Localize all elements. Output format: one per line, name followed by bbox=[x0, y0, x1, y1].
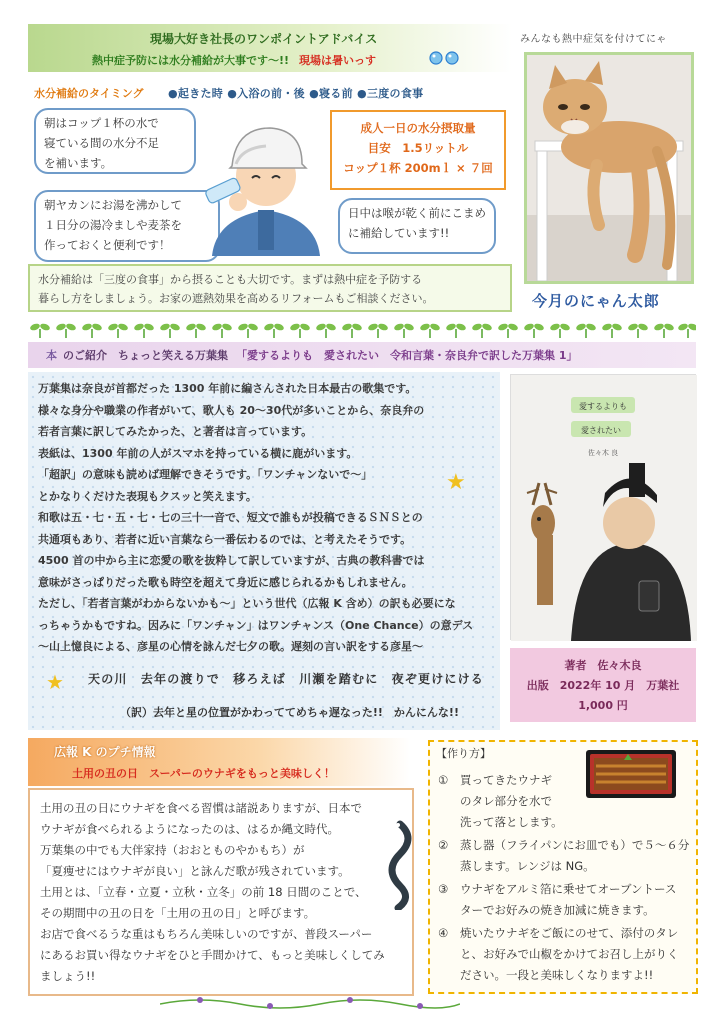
bubble-line: 朝はコップ１杯の水で bbox=[44, 116, 159, 130]
book-publisher: 出版 2022年 10 月 万葉社 bbox=[526, 679, 680, 692]
recipe-step bbox=[438, 770, 690, 833]
book-band-label bbox=[46, 347, 577, 363]
bubble-line: １日分の湯冷ましや麦茶を bbox=[44, 218, 182, 232]
advice-title: 現場大好き社長のワンポイントアドバイス bbox=[150, 32, 378, 46]
intake-target: 目安 1.5リットル bbox=[367, 141, 469, 155]
step-line: ウナギをアルミ箔に乗せてオーブントース bbox=[460, 882, 677, 896]
bubble-line: を補います。 bbox=[44, 156, 113, 170]
eel-icon bbox=[378, 818, 422, 910]
timing-item: ●寝る前 bbox=[309, 87, 353, 100]
tanka-translation: （訳）去年と星の位置がかわっててめちゃ遅なった!! かんにんな!! bbox=[120, 706, 459, 719]
note-line: 水分補給は「三度の食事」から摂ることも大切です。まずは熱中症を予防する bbox=[38, 273, 423, 286]
step-line: 洗って落とします。 bbox=[460, 815, 563, 829]
step-number: ③ bbox=[438, 882, 449, 896]
intake-cups: コップ１杯 200mｌ × ７回 bbox=[343, 161, 493, 175]
recipe-title: 【作り方】 bbox=[436, 747, 491, 760]
petit-line: ましょう!! bbox=[40, 969, 96, 983]
vine-decoration bbox=[160, 992, 460, 1012]
cover-title-1: 愛するよりも bbox=[579, 402, 627, 411]
book-paragraph: っちゃうかもですね。因みに「ワンチャン」はワンチャンス（One Chance）の意デス bbox=[38, 618, 474, 632]
petit-line: 万葉集の中でも大伴家持（おおとものやかもち）が bbox=[40, 843, 305, 857]
advice-subtitle-text: 熱中症予防には水分補給が大事です～!! bbox=[92, 54, 290, 67]
timing-item: ●起きた時 bbox=[168, 87, 224, 100]
step-line: のタレ部分を水で bbox=[460, 794, 552, 808]
bubble-line: 作っておくと便利です！ bbox=[44, 238, 171, 252]
petit-info-title: 広報 K のプチ情報 bbox=[54, 745, 156, 759]
book-author: 著者 佐々木良 bbox=[564, 659, 642, 672]
bubble-line: に補給しています!! bbox=[348, 226, 450, 240]
petit-line: 土用とは、「立春・立夏・立秋・立冬」の前 18 日間のことで、 bbox=[40, 885, 367, 899]
recipe-step bbox=[438, 879, 690, 921]
speech-bubble-kettle bbox=[34, 190, 220, 262]
recipe-step bbox=[438, 923, 690, 986]
book-paragraph: 様々な身分や職業の作者がいて、歌人も 20～30代が多いことから、奈良弁の bbox=[38, 403, 425, 417]
step-number: ② bbox=[438, 838, 449, 852]
cat-title: 今月のにゃん太郎 bbox=[532, 292, 660, 310]
book-paragraph: 和歌は五・七・五・七・七の三十一音で、短文で誰もが投稿できるＳＮＳとの bbox=[38, 511, 423, 524]
step-number: ④ bbox=[438, 926, 449, 940]
petit-line: にあるお買い得なウナギをひと手間かけて、もっと美味しくしてみ bbox=[40, 948, 385, 962]
book-paragraph: 表紙は、1300 年前の人がスマホを持っている横に鹿がいます。 bbox=[38, 446, 358, 460]
book-paragraph: 「超訳」の意味も読めば理解できそうです。「ワンチャンないで～」 bbox=[38, 468, 373, 481]
step-line: 焼いたウナギをご飯にのせて、添付のタレ bbox=[460, 926, 679, 940]
step-line: 蒸します。レンジは NG。 bbox=[460, 859, 595, 873]
book-paragraph: ～山上憶良による、彦星の心情を詠んだ七夕の歌。遅刻の言い訳をする彦星～ bbox=[38, 640, 423, 653]
intake-title: 成人一日の水分摂取量 bbox=[360, 121, 476, 135]
timing-item: ●三度の食事 bbox=[357, 87, 424, 100]
bubble-line: 日中は喉が乾く前にこまめ bbox=[348, 206, 486, 220]
book-band-quote: 「愛するよりも 愛されたい 令和言葉・奈良弁で訳した万葉集 1」 bbox=[236, 349, 578, 362]
book-icon: 本 bbox=[46, 349, 57, 362]
book-paragraph: 4500 首の中から主に恋愛の歌を抜粋して訳していますが、古典の教科書では bbox=[38, 554, 425, 567]
timing-item: ●入浴の前・後 bbox=[227, 87, 305, 100]
step-line: 蒸し器（フライパンにお皿でも）で５～６分 bbox=[460, 838, 690, 852]
worker-drinking-illustration bbox=[202, 106, 330, 256]
petit-line: ウナギが食べられるようになったのは、はるか縄文時代。 bbox=[40, 822, 339, 836]
star-icon: ★ bbox=[446, 470, 466, 495]
step-line: 買ってきたウナギ bbox=[460, 773, 552, 787]
petit-line: お店で食べるうな重はもちろん美味しいのですが、普段スーパー bbox=[40, 927, 373, 941]
book-paragraph: 若者言葉に訳してみたかった、と著者は言っています。 bbox=[38, 425, 313, 438]
book-paragraph: 共通項もあり、若者に近い言葉なら一番伝わるのでは、と考えたそうです。 bbox=[38, 532, 412, 546]
petit-info-body bbox=[28, 788, 414, 996]
advice-subtitle bbox=[92, 52, 376, 68]
note-line: 暮らし方をしましょう。お家の遮熱効果を高めるリフォームもご相談ください。 bbox=[38, 292, 434, 305]
book-paragraph: とかなりくだけた表現もクスッと笑えます。 bbox=[38, 489, 257, 503]
book-price: 1,000 円 bbox=[578, 699, 628, 712]
bubble-line: 寝ている間の水分不足 bbox=[44, 136, 159, 150]
water-drop-icon bbox=[428, 50, 462, 69]
recipe-steps bbox=[438, 770, 690, 988]
speech-bubble-morning bbox=[34, 108, 196, 174]
book-band-title: のご紹介 ちょっと笑える万葉集 bbox=[63, 349, 228, 362]
bubble-line: 朝ヤカンにお湯を沸かして bbox=[44, 198, 182, 212]
petit-line: 「夏痩せにはウナギが良い」と詠んだ歌が残されています。 bbox=[40, 864, 350, 878]
step-line: ターでお好みの焼き加減に焼きます。 bbox=[460, 903, 655, 917]
timing-label: 水分補給のタイミング bbox=[34, 87, 144, 100]
step-line: ださい。一段と美味しくなりますよ!! bbox=[460, 968, 654, 982]
recipe-step bbox=[438, 835, 690, 877]
hot-note: 現場は暑いっす bbox=[299, 54, 377, 67]
hydration-note bbox=[28, 264, 512, 312]
tanka-poem: 天の川 去年の渡りで 移ろえば 川瀬を踏むに 夜ぞ更けにける bbox=[88, 672, 485, 686]
cover-title-2: 愛されたい bbox=[581, 426, 621, 435]
step-number: ① bbox=[438, 773, 449, 787]
water-intake-box bbox=[330, 110, 506, 190]
book-info-box bbox=[510, 648, 696, 722]
cat-photo bbox=[524, 52, 694, 284]
sprout-divider bbox=[30, 318, 696, 340]
book-paragraph: 万葉集は奈良が首都だった 1300 年前に編さんされた日本最古の歌集です。 bbox=[38, 382, 417, 395]
book-paragraph: 意味がさっぱりだった歌も時空を超えて身近に感じられるかもしれません。 bbox=[38, 575, 413, 589]
book-paragraph: ただし、「若者言葉がわからないかも～」という世代（広報 K 含め）の訳も必要にな bbox=[38, 597, 456, 610]
book-description bbox=[38, 378, 498, 658]
petit-line: 土用の丑の日にウナギを食べる習慣は諸説ありますが、日本で bbox=[40, 801, 362, 815]
cover-author: 佐々木 良 bbox=[587, 449, 619, 457]
book-cover-image bbox=[510, 374, 696, 640]
petit-line: その期間中の丑の日を「土用の丑の日」と呼びます。 bbox=[40, 906, 316, 920]
petit-info-subtitle: 土用の丑の日 スーパーのウナギをもっと美味しく！ bbox=[72, 767, 335, 780]
timing-items bbox=[168, 85, 423, 101]
step-line: と、お好みで山椒をかけてお召し上がりく bbox=[460, 947, 679, 961]
speech-bubble-daytime bbox=[338, 198, 496, 254]
star-icon: ★ bbox=[46, 670, 64, 694]
cat-caption: みんなも熱中症気を付けてにゃ bbox=[520, 34, 667, 45]
